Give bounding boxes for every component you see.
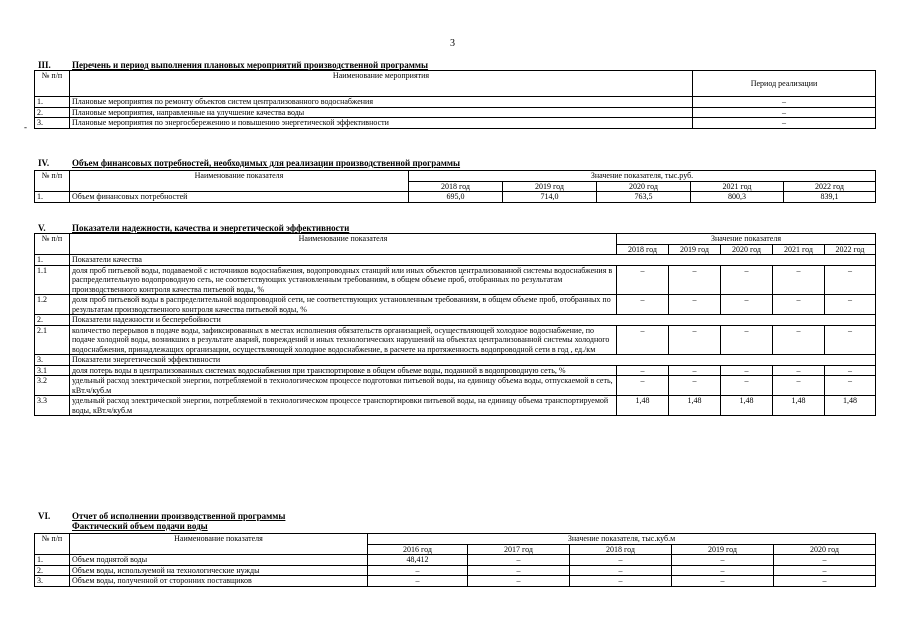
row-name: Объем воды, полученной от сторонних поставщиков — [70, 576, 368, 587]
table-row — [35, 295, 876, 315]
value-cell: – — [669, 365, 721, 376]
row-name: количество перерывов в подаче воды, зафиксированных в местах исполнения обязательств организацией, осуществляющей холодное водоснабжение, по подаче холодной воды, возникших в результате аварий, повреждений и иных технологических нарушений на объектах централизованной системы холодного водоснабжения, принадлежащих организации, осуществляющей холодное водоснабжение, в расчете на протяженность водопроводной сети в год , ед./км — [70, 325, 617, 355]
value-cell: – — [825, 325, 876, 355]
table-finance — [34, 170, 876, 203]
year-header: 2019 год — [669, 244, 721, 255]
row-name: Объем поднятой воды — [70, 555, 368, 566]
row-num: 3. — [35, 118, 70, 129]
value-cell: – — [672, 565, 774, 576]
value-cell: – — [825, 265, 876, 295]
row-name: Объем финансовых потребностей — [70, 192, 409, 203]
header-period: Период реализации — [693, 71, 876, 97]
value-cell: – — [825, 365, 876, 376]
value-cell: 714,0 — [503, 192, 597, 203]
value-cell: – — [570, 565, 672, 576]
row-name: Показатели энергетической эффективности — [70, 355, 876, 366]
value-cell: 1,48 — [721, 396, 773, 416]
value-cell: 1,48 — [617, 396, 669, 416]
section-row — [35, 315, 876, 326]
value-cell: – — [825, 295, 876, 315]
value-cell: – — [773, 325, 825, 355]
value-cell: – — [672, 555, 774, 566]
year-header: 2019 год — [503, 181, 597, 192]
row-num: 1. — [35, 97, 70, 108]
section-6-heading — [38, 511, 285, 521]
section-row — [35, 355, 876, 366]
table-row — [35, 97, 876, 108]
year-header: 2020 год — [597, 181, 691, 192]
row-num: 1. — [35, 255, 70, 266]
row-num: 1.2 — [35, 295, 70, 315]
year-header: 2017 год — [468, 544, 570, 555]
section-4-title: Объем финансовых потребностей, необходимых для реализации производственной программы — [72, 158, 461, 168]
value-cell: – — [368, 576, 468, 587]
margin-mark: - — [24, 122, 27, 132]
header-name: Наименование показателя — [70, 534, 368, 555]
header-num: № п/п — [35, 171, 70, 192]
value-cell: – — [773, 365, 825, 376]
value-cell: – — [774, 576, 876, 587]
table-row — [35, 365, 876, 376]
row-period: – — [693, 107, 876, 118]
row-num: 3.1 — [35, 365, 70, 376]
table-row — [35, 396, 876, 416]
section-5-title: Показатели надежности, качества и энергетической эффективности — [72, 223, 350, 233]
value-cell: – — [368, 565, 468, 576]
section-4-heading — [38, 158, 460, 168]
section-3-heading — [38, 60, 428, 70]
value-cell: – — [825, 376, 876, 396]
value-cell: – — [617, 295, 669, 315]
value-cell: – — [773, 265, 825, 295]
page-number: 3 — [450, 38, 455, 49]
value-cell: 695,0 — [409, 192, 503, 203]
value-cell: – — [774, 555, 876, 566]
section-5-heading — [38, 223, 349, 233]
header-name: Наименование показателя — [70, 171, 409, 192]
section-6-subtitle: Фактический объем подачи воды — [72, 521, 208, 531]
row-name: Плановые мероприятия, направленные на улучшение качества воды — [70, 107, 693, 118]
value-cell: – — [669, 295, 721, 315]
value-cell: – — [570, 555, 672, 566]
value-cell: – — [721, 295, 773, 315]
row-name: удельный расход электрической энергии, потребляемой в технологическом процессе подготовки питьевой воды, на единицу объема воды, отпускаемой в сеть, кВт.ч/куб.м — [70, 376, 617, 396]
table-measures — [34, 70, 876, 129]
value-cell: – — [468, 565, 570, 576]
value-cell: – — [669, 265, 721, 295]
table-row — [35, 265, 876, 295]
year-header: 2020 год — [774, 544, 876, 555]
row-name: Показатели качества — [70, 255, 876, 266]
value-cell: 800,3 — [691, 192, 784, 203]
value-cell: – — [669, 325, 721, 355]
value-cell: – — [617, 325, 669, 355]
row-num: 1. — [35, 192, 70, 203]
header-num: № п/п — [35, 234, 70, 255]
section-row — [35, 255, 876, 266]
header-num: № п/п — [35, 534, 70, 555]
row-period: – — [693, 97, 876, 108]
value-cell: 1,48 — [773, 396, 825, 416]
year-header: 2018 год — [617, 244, 669, 255]
row-num: 1. — [35, 555, 70, 566]
row-name: доля проб питьевой воды в распределительной водопроводной сети, не соответствующих установленным требованиям, в общем объеме проб, отобранных по результатам производственного контроля качества питьевой воды, % — [70, 295, 617, 315]
value-cell: – — [721, 376, 773, 396]
value-cell: – — [774, 565, 876, 576]
year-header: 2020 год — [721, 244, 773, 255]
row-num: 3. — [35, 576, 70, 587]
section-6-title: Отчет об исполнении производственной программы — [72, 511, 286, 521]
value-cell: – — [773, 376, 825, 396]
row-num: 2.1 — [35, 325, 70, 355]
value-cell: 839,1 — [784, 192, 876, 203]
header-num: № п/п — [35, 71, 70, 97]
value-cell: – — [570, 576, 672, 587]
row-name: удельный расход электрической энергии, потребляемой в технологическом процессе транспортировки питьевой воды, на единицу объема транспортируемой воды, кВт.ч/куб.м — [70, 396, 617, 416]
year-header: 2018 год — [570, 544, 672, 555]
year-header: 2021 год — [691, 181, 784, 192]
value-cell: 1,48 — [825, 396, 876, 416]
value-cell: – — [773, 295, 825, 315]
value-cell: – — [669, 376, 721, 396]
row-name: доля проб питьевой воды, подаваемой с источников водоснабжения, водопроводных станций или иных объектов централизованной системы водоснабжения в распределительную водопроводную сеть, не соответствующих установленным требованиям, в общем объеме проб, отобранных по результатам производственного контроля качества питьевой воды, % — [70, 265, 617, 295]
table-row — [35, 325, 876, 355]
year-header: 2016 год — [368, 544, 468, 555]
value-cell: – — [672, 576, 774, 587]
row-period: – — [693, 118, 876, 129]
row-num: 2. — [35, 315, 70, 326]
value-cell: – — [617, 376, 669, 396]
year-header: 2019 год — [672, 544, 774, 555]
row-name: Показатели надежности и бесперебойности — [70, 315, 876, 326]
table-row — [35, 118, 876, 129]
year-header: 2018 год — [409, 181, 503, 192]
year-header: 2022 год — [784, 181, 876, 192]
table-row — [35, 565, 876, 576]
header-name: Наименование показателя — [70, 234, 617, 255]
row-num: 3.3 — [35, 396, 70, 416]
row-name: Объем воды, используемой на технологические нужды — [70, 565, 368, 576]
section-3-title: Перечень и период выполнения плановых мероприятий производственной программы — [72, 60, 429, 70]
year-header: 2021 год — [773, 244, 825, 255]
table-row — [35, 376, 876, 396]
table-water-supply — [34, 533, 876, 587]
section-4-number: IV. — [38, 158, 50, 168]
section-6-number: VI. — [38, 511, 51, 521]
value-cell: 48,412 — [368, 555, 468, 566]
header-value: Значение показателя — [617, 234, 876, 245]
row-num: 1.1 — [35, 265, 70, 295]
header-name: Наименование мероприятия — [70, 71, 693, 97]
table-row — [35, 192, 876, 203]
value-cell: – — [721, 365, 773, 376]
row-num: 3.2 — [35, 376, 70, 396]
header-value: Значение показателя, тыс.куб.м — [368, 534, 876, 545]
section-5-number: V. — [38, 223, 46, 233]
year-header: 2022 год — [825, 244, 876, 255]
row-name: Плановые мероприятия по энергосбережению и повышению энергетической эффективности — [70, 118, 693, 129]
value-cell: 763,5 — [597, 192, 691, 203]
value-cell: – — [617, 365, 669, 376]
table-indicators — [34, 233, 876, 416]
value-cell: – — [721, 325, 773, 355]
row-num: 2. — [35, 107, 70, 118]
value-cell: 1,48 — [669, 396, 721, 416]
value-cell: – — [617, 265, 669, 295]
section-3-number: III. — [38, 60, 51, 70]
table-row — [35, 576, 876, 587]
table-row — [35, 555, 876, 566]
value-cell: – — [468, 555, 570, 566]
row-name: доля потерь воды в централизованных системах водоснабжения при транспортировке в общем объеме воды, поданной в водопроводную сеть, % — [70, 365, 617, 376]
table-row — [35, 107, 876, 118]
value-cell: – — [468, 576, 570, 587]
header-value: Значение показателя, тыс.руб. — [409, 171, 876, 182]
row-num: 2. — [35, 565, 70, 576]
value-cell: – — [721, 265, 773, 295]
row-num: 3. — [35, 355, 70, 366]
row-name: Плановые мероприятия по ремонту объектов систем централизованного водоснабжения — [70, 97, 693, 108]
